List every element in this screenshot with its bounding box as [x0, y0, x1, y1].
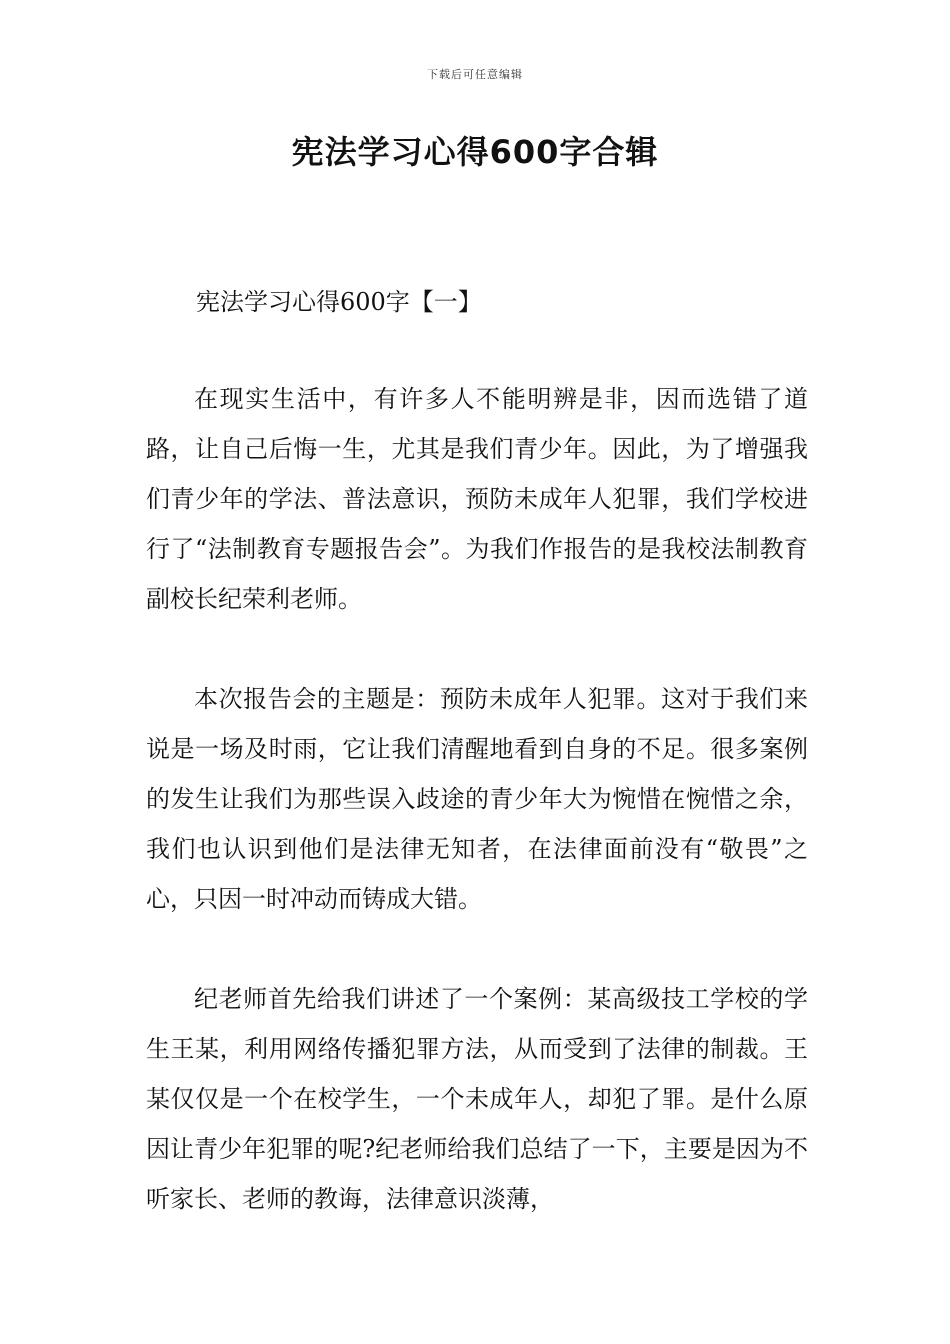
- paragraph-1-block: [146, 374, 808, 674]
- paragraph-3-block: [146, 974, 808, 1274]
- document-title: 宪法学习心得600字合辑: [291, 133, 659, 171]
- paragraph: 在现实生活中，有许多人不能明辨是非，因而选错了道路，让自己后悔一生，尤其是我们青少年。因此，为了增强我们青少年的学法、普法意识，预防未成年人犯罪，我们学校进行了“法制教育专题报告会”。为我们作报告的是我校法制教育副校长纪荣利老师。: [146, 385, 808, 613]
- paragraph-2-block: [146, 674, 808, 974]
- paragraph: 本次报告会的主题是：预防未成年人犯罪。这对于我们来说是一场及时雨，它让我们清醒地看到自身的不足。很多案例的发生让我们为那些误入歧途的青少年大为惋惜在惋惜之余，我们也认识到他们是法律无知者，在法律面前没有“敬畏”之心，只因一时冲动而铸成大错。: [146, 685, 808, 913]
- header-note: 下载后可任意编辑: [427, 68, 523, 81]
- section-heading: 宪法学习心得600字【一】: [196, 288, 482, 316]
- paragraph: 纪老师首先给我们讲述了一个案例：某高级技工学校的学生王某，利用网络传播犯罪方法，从而受到了法律的制裁。王某仅仅是一个在校学生，一个未成年人，却犯了罪。是什么原因让青少年犯罪的呢?纪老师给我们总结了一下，主要是因为不听家长、老师的教诲，法律意识淡薄，: [146, 985, 808, 1213]
